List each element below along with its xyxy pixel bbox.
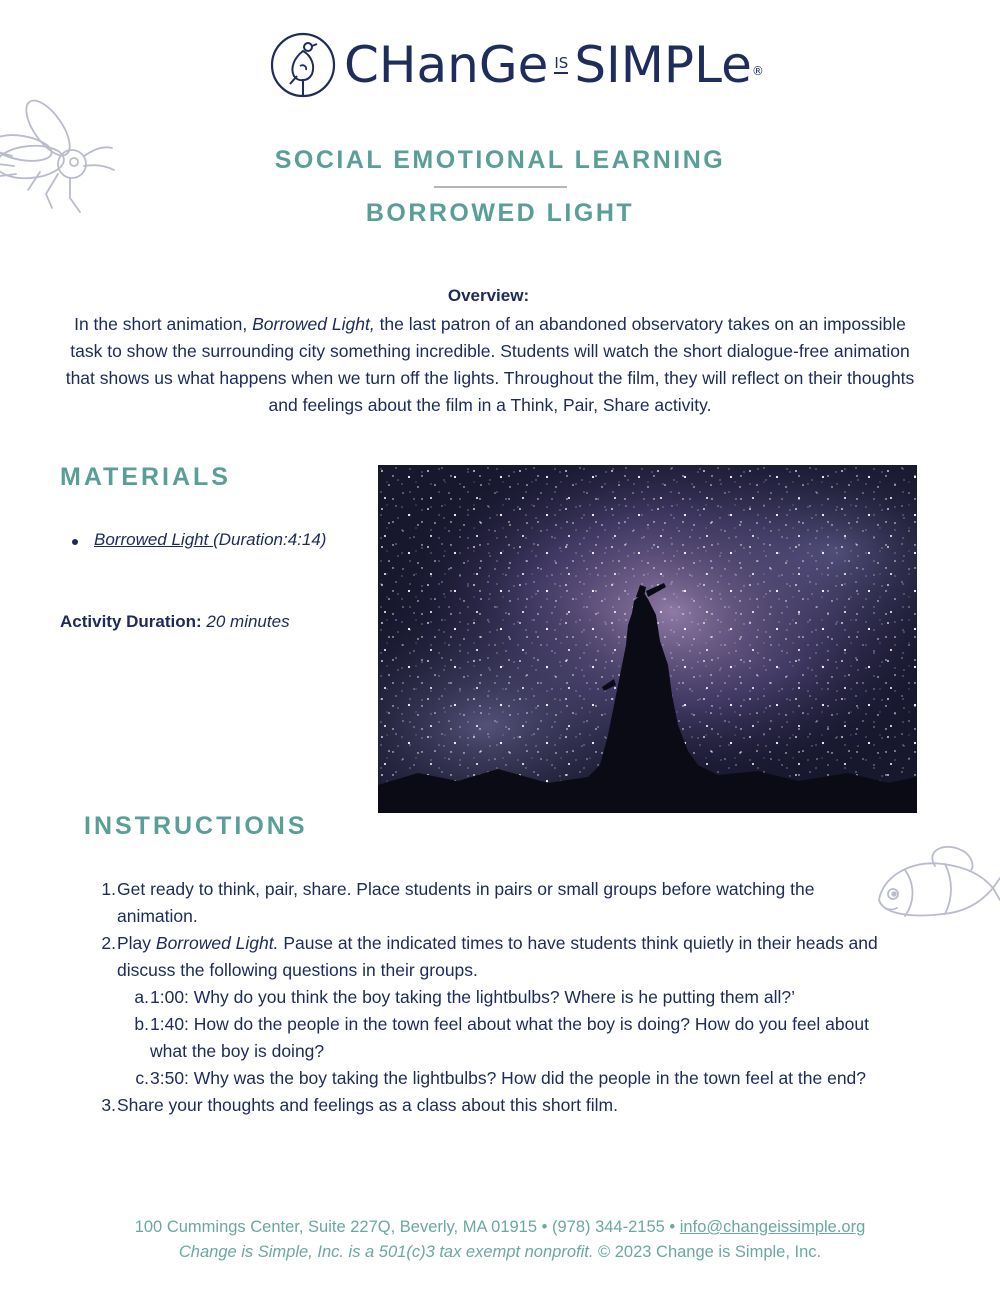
list-item: [70, 530, 326, 550]
overview-paragraph: [60, 311, 920, 419]
instruction-step-3: [96, 1092, 886, 1119]
materials-list: [70, 530, 326, 550]
substep-letter: b.: [134, 1014, 149, 1034]
step-film-title: Borrowed Light.: [155, 933, 279, 953]
footer-nonprofit: Change is Simple, Inc. is a 501(c)3 tax exempt nonprofit.: [178, 1243, 594, 1261]
bird-badge-icon: [270, 32, 336, 98]
footer-address: 100 Cummings Center, Suite 227Q, Beverly, MA 01915 • (978) 344-2155 •: [134, 1218, 680, 1236]
footer-legal: [0, 1243, 1000, 1262]
activity-duration-label: Activity Duration:: [60, 612, 202, 631]
brand-logo: [270, 32, 764, 100]
substep-b: [129, 1011, 886, 1065]
overview-label: Overview:: [447, 286, 530, 305]
step-number: 1.: [101, 879, 116, 899]
step-text: Pause at the indicated times to have students think quietly in their heads and discuss the following questions in their groups.: [117, 933, 878, 980]
instructions-heading: INSTRUCTIONS: [84, 812, 308, 840]
overview-film-title: Borrowed Light,: [252, 314, 375, 334]
lesson-title: BORROWED LIGHT: [365, 199, 635, 227]
instruction-step-1: [96, 876, 886, 930]
title-divider: [434, 186, 567, 188]
activity-duration-value: 20 minutes: [201, 612, 290, 631]
footer-contact: [0, 1218, 1000, 1237]
instruction-step-2: [96, 930, 886, 1092]
footer-copyright: © 2023 Change is Simple, Inc.: [593, 1243, 822, 1261]
substep-letter: c.: [135, 1068, 149, 1088]
substep-text: 1:00: Why do you think the boy taking the lightbulbs? Where is he putting them all?’: [150, 987, 795, 1007]
substep-text: 3:50: Why was the boy taking the lightbulbs? How did the people in the town feel at the end?: [150, 1068, 867, 1088]
substep-a: [129, 984, 886, 1011]
overview-body-text: the last patron of an abandoned observatory takes on an impossible task to show the surrounding city something incredible. Students will watch the short dialogue-free animation that shows us what happens when we turn off the lights. Throughout the film, they will reflect on their thoughts and feelings about the film in a Think, Pair, Share activity.: [65, 314, 915, 415]
step-number: 2.: [101, 933, 116, 953]
footer-email-link[interactable]: info@changeissimple.org: [679, 1218, 866, 1236]
substep-c: [129, 1065, 886, 1092]
step-text: Get ready to think, pair, share. Place students in pairs or small groups before watching the animation.: [117, 879, 815, 926]
category-heading: SOCIAL EMOTIONAL LEARNING: [274, 146, 726, 174]
materials-heading: MATERIALS: [60, 463, 231, 491]
brand-word-simple: SIMPLe: [574, 36, 752, 94]
film-still-image: [378, 465, 917, 813]
substep-letter: a.: [134, 987, 149, 1007]
step-prefix: Play: [117, 933, 156, 953]
instructions-list: [96, 876, 886, 1119]
borrowed-light-video-link[interactable]: Borrowed Light: [94, 530, 214, 549]
overview-intro: In the short animation,: [74, 314, 253, 334]
activity-duration: [60, 612, 290, 632]
substep-list: [129, 984, 886, 1092]
brand-word-is: IS: [554, 53, 569, 72]
brand-word-change: CHanGe: [344, 36, 549, 94]
material-duration: (Duration:4:14): [213, 530, 327, 549]
substep-text: 1:40: How do the people in the town feel about what the boy is doing? How do you feel about what the boy is doing?: [150, 1014, 869, 1061]
step-text: Share your thoughts and feelings as a class about this short film.: [117, 1095, 618, 1115]
step-number: 3.: [101, 1095, 116, 1115]
brand-wordmark: [344, 34, 764, 96]
registered-mark: ®: [751, 64, 764, 78]
clownfish-illustration-icon: [875, 840, 1000, 935]
